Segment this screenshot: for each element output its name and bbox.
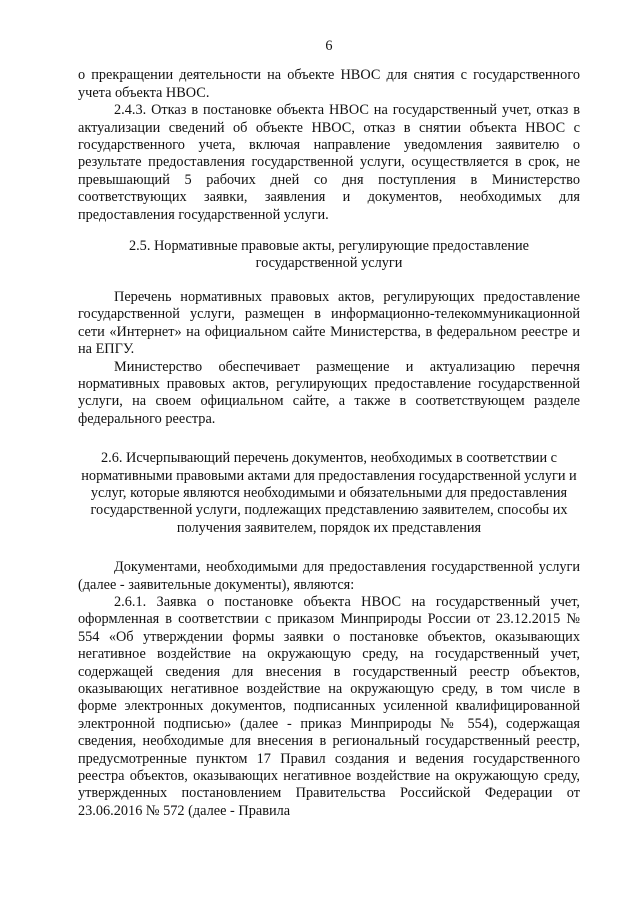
section-heading-2-6: 2.6. Исчерпывающий перечень документов, необходимых в соответствии с нормативными правовыми актами для предоставления государственной услуги и услуг, которые являются необходимыми и обязательными для предоставления государственной услуги, подлежащих представлению заявителем, способы их получения заявителем, порядок их представления — [81, 450, 577, 536]
section-heading-2-5: 2.5. Нормативные правовые акты, регулирующие предоставление государственной услуги — [128, 238, 530, 272]
paragraph-required-documents: Документами, необходимыми для предоставления государственной услуги (далее - заявительные документы), являются: — [78, 559, 580, 593]
paragraph-ministry-updates: Министерство обеспечивает размещение и актуализацию перечня нормативных правовых актов, регулирующих предоставление государственной услуги, на своем официальном сайте, а также в соответствующем разделе федерального реестра. — [78, 358, 580, 427]
page-number: 6 — [325, 38, 333, 54]
paragraph-2-6-1: 2.6.1. Заявка о постановке объекта НВОС на государственный учет, оформленная в соответствии с приказом Минприроды России от 23.12.2015 № 554 «Об утверждении формы заявки о постановке объектов, оказывающих негативное воздействие на окружающую среду, на государственный учет, содержащей сведения для внесения в государственный реестр объектов, оказывающих негативное воздействие на окружающую среду, в том числе в форме электронных документов, подписанных усиленной квалифицированной электронной подписью» (далее - приказ Минприроды № 554), содержащая сведения, необходимые для внесения в региональный государственный реестр, предусмотренные пунктом 17 Правил создания и ведения государственного реестра объектов, оказывающих негативное воздействие на окружающую среду, утвержденных постановлением Правительства Российской Федерации от 23.06.2016 № 572 (далее - Правила — [78, 593, 580, 819]
paragraph-legal-acts-list: Перечень нормативных правовых актов, регулирующих предоставление государственной услуги, размещен в информационно-телекоммуникационной сети «Интернет» на официальном сайте Министерства, в федеральном реестре и на ЕПГУ. — [78, 288, 580, 358]
paragraph-continuation: о прекращении деятельности на объекте НВОС для снятия с государственного учета объекта НВОС. — [78, 67, 580, 101]
paragraph-2-4-3: 2.4.3. Отказ в постановке объекта НВОС на государственный учет, отказ в актуализации сведений об объекте НВОС, отказ в снятии объекта НВОС с государственного учета, включая направление уведомления заявителю о результате предоставления государственной услуги, осуществляется в срок, не превышающий 5 рабочих дней со дня поступления в Министерство соответствующих заявки, заявления и документов, необходимых для предоставления государственной услуги. — [78, 102, 580, 223]
